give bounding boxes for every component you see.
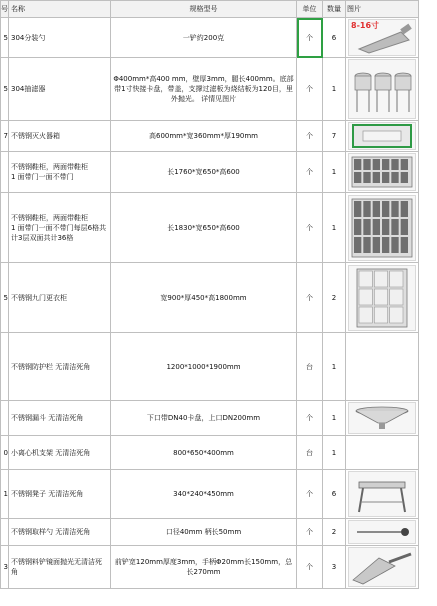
row-qty-cell-text: 1	[331, 414, 337, 422]
row-seq-cell[interactable]	[1, 470, 9, 519]
header-spec[interactable]: 规格型号	[111, 1, 297, 18]
header-seq[interactable]: 号	[1, 1, 9, 18]
row-unit-cell[interactable]	[297, 18, 323, 58]
row-spec-cell[interactable]	[111, 152, 297, 193]
table-row[interactable]	[1, 58, 419, 121]
row-unit-cell[interactable]	[297, 401, 323, 436]
header-row	[1, 1, 419, 18]
filter-icon[interactable]	[348, 59, 416, 119]
row-spec-cell[interactable]	[111, 333, 297, 401]
row-qty-cell[interactable]	[323, 470, 346, 519]
row-unit-cell[interactable]	[297, 152, 323, 193]
row-qty-cell-text: 1	[331, 362, 337, 371]
row-seq-cell[interactable]	[1, 519, 9, 546]
row-name-cell[interactable]	[9, 121, 111, 152]
row-unit-cell-text: 台	[306, 448, 313, 457]
row-image-cell[interactable]	[346, 193, 419, 263]
row-unit-cell-text: 个	[306, 168, 313, 176]
row-unit-cell-text: 个	[306, 132, 313, 140]
row-seq-cell[interactable]	[1, 193, 9, 263]
row-unit-cell[interactable]	[297, 519, 323, 546]
header-unit[interactable]: 单位	[297, 1, 323, 18]
header-qty[interactable]: 数量	[323, 1, 346, 18]
row-spec-cell[interactable]	[111, 193, 297, 263]
row-spec-cell-text: 长1830*宽650*高600	[167, 223, 240, 232]
row-qty-cell-text: 7	[331, 132, 337, 140]
row-qty-cell[interactable]	[323, 263, 346, 333]
table-row[interactable]	[1, 18, 419, 58]
table-row[interactable]	[1, 470, 419, 519]
row-qty-cell[interactable]	[323, 401, 346, 436]
row-name-cell-text: 不锈钢鞋柜，两面带鞋柜 1 面带门一面不带门	[11, 163, 88, 181]
row-unit-cell[interactable]	[297, 121, 323, 152]
row-unit-cell[interactable]	[297, 193, 323, 263]
row-seq-cell-text: 7	[3, 132, 8, 140]
row-spec-cell-text: 340*240*450mm	[173, 490, 234, 498]
row-spec-cell[interactable]	[111, 546, 297, 589]
row-image-cell[interactable]	[346, 18, 419, 58]
row-spec-cell-text: 一铲約200克	[182, 33, 225, 42]
row-name-cell-text: 不锈钢漏斗 无清洁死角	[11, 414, 84, 422]
row-unit-cell[interactable]	[297, 58, 323, 121]
row-qty-cell-text: 1	[331, 85, 337, 93]
table-row[interactable]	[1, 152, 419, 193]
row-spec-cell[interactable]	[111, 401, 297, 436]
row-name-cell[interactable]	[9, 58, 111, 121]
shoe-cabinet-icon[interactable]	[348, 195, 416, 261]
row-qty-cell[interactable]	[323, 436, 346, 470]
row-image-cell[interactable]	[346, 58, 419, 121]
row-name-cell-text: 不锈钢防护栏 无清洁死角	[11, 362, 91, 371]
row-spec-cell-text: Φ400mm*高400 mm，壁厚3mm，腿长400mm。底部带1寸快接卡盘，带盖，支撑过滤板为烧结板为120目，里外抛光。 详情见图片	[113, 75, 294, 103]
row-qty-cell[interactable]	[323, 121, 346, 152]
row-qty-cell-text: 2	[331, 293, 337, 302]
row-image-cell[interactable]	[346, 436, 419, 470]
row-spec-cell-text: 口径40mm 柄长50mm	[165, 528, 242, 536]
row-unit-cell-text: 台	[306, 362, 313, 371]
row-name-cell[interactable]	[9, 18, 111, 58]
row-name-cell[interactable]	[9, 333, 111, 401]
row-spec-cell-text: 前铲宽120mm厚度3mm，手柄Φ20mm长150mm，总长270mm	[114, 558, 293, 576]
row-seq-cell-text: 3	[3, 563, 8, 571]
row-qty-cell-text: 3	[331, 563, 337, 571]
row-qty-cell-text: 6	[331, 490, 337, 498]
row-seq-cell[interactable]	[1, 436, 9, 470]
row-name-cell[interactable]	[9, 470, 111, 519]
table-row[interactable]	[1, 263, 419, 333]
row-qty-cell[interactable]	[323, 193, 346, 263]
row-spec-cell[interactable]	[111, 519, 297, 546]
row-name-cell[interactable]	[9, 401, 111, 436]
row-unit-cell[interactable]	[297, 546, 323, 589]
row-spec-cell-text: 宽900*厚450*高1800mm	[160, 293, 247, 302]
row-seq-cell[interactable]	[1, 333, 9, 401]
row-seq-cell-text: 0	[3, 448, 8, 457]
row-unit-cell-text: 个	[306, 528, 313, 536]
table-row[interactable]	[1, 333, 419, 401]
row-seq-cell[interactable]	[1, 263, 9, 333]
row-name-cell[interactable]	[9, 546, 111, 589]
row-seq-cell[interactable]	[1, 152, 9, 193]
row-qty-cell[interactable]	[323, 152, 346, 193]
row-qty-cell[interactable]	[323, 546, 346, 589]
extinguisher-box-icon[interactable]	[348, 122, 416, 150]
row-unit-cell-text: 个	[306, 490, 313, 498]
row-name-cell-text: 不锈钢取样勺 无清洁死角	[11, 528, 91, 536]
row-image-cell[interactable]	[346, 470, 419, 519]
table-row[interactable]	[1, 193, 419, 263]
row-spec-cell-text: 1200*1000*1900mm	[166, 362, 241, 371]
table-row[interactable]	[1, 519, 419, 546]
row-name-cell[interactable]	[9, 193, 111, 263]
row-spec-cell[interactable]	[111, 436, 297, 470]
row-image-cell[interactable]	[346, 546, 419, 589]
row-unit-cell-text: 个	[306, 33, 313, 42]
row-qty-cell-text: 6	[331, 33, 337, 42]
row-image-cell[interactable]	[346, 519, 419, 546]
header-name[interactable]: 名称	[9, 1, 111, 18]
row-image-cell[interactable]	[346, 401, 419, 436]
row-name-cell-text: 不锈钢鞋柜，两面带鞋柜 1 面带门一面不带门每层6格共计3层双面共计36格	[11, 213, 107, 242]
row-unit-cell-text: 个	[306, 223, 313, 232]
table-row[interactable]	[1, 401, 419, 436]
row-unit-cell-text: 个	[306, 563, 313, 571]
material-shovel-icon[interactable]	[348, 547, 416, 587]
row-seq-cell[interactable]	[1, 546, 9, 589]
row-seq-cell[interactable]	[1, 18, 9, 58]
row-name-cell-text: 304抽滤器	[11, 85, 46, 93]
row-qty-cell[interactable]	[323, 333, 346, 401]
image-caption: 8-16寸	[351, 21, 380, 30]
row-name-cell[interactable]	[9, 263, 111, 333]
row-qty-cell[interactable]	[323, 519, 346, 546]
row-seq-cell-text: 5	[3, 33, 8, 42]
row-seq-cell[interactable]	[1, 58, 9, 121]
row-seq-cell-text: 5	[3, 293, 8, 302]
row-unit-cell[interactable]	[297, 470, 323, 519]
row-spec-cell[interactable]	[111, 18, 297, 58]
row-unit-cell-text: 个	[306, 85, 313, 93]
row-name-cell[interactable]	[9, 436, 111, 470]
row-image-cell[interactable]	[346, 152, 419, 193]
row-name-cell[interactable]	[9, 519, 111, 546]
row-name-cell-text: 不锈钢凳子 无清洁死角	[11, 490, 84, 498]
row-spec-cell-text: 800*650*400mm	[173, 448, 234, 457]
row-unit-cell[interactable]	[297, 436, 323, 470]
locker-icon[interactable]	[348, 265, 416, 331]
table-row[interactable]	[1, 546, 419, 589]
row-qty-cell-text: 2	[331, 528, 337, 536]
row-image-cell[interactable]	[346, 333, 419, 401]
row-spec-cell-text: 高600mm*宽360mm*厚190mm	[149, 132, 258, 140]
row-seq-cell[interactable]	[1, 121, 9, 152]
row-qty-cell-text: 1	[331, 168, 337, 176]
row-spec-cell-text: 下口带DN40卡盘，上口DN200mm	[146, 414, 261, 422]
table-row[interactable]	[1, 121, 419, 152]
row-name-cell[interactable]	[9, 152, 111, 193]
row-name-cell-text: 不锈钢灭火器箱	[11, 132, 60, 140]
row-name-cell-text: 小离心机支架 无清洁死角	[11, 448, 91, 457]
row-spec-cell-text: 长1760*宽650*高600	[167, 168, 240, 176]
row-qty-cell-text: 1	[331, 223, 337, 232]
row-image-cell[interactable]	[346, 263, 419, 333]
sampling-spoon-icon[interactable]	[348, 520, 416, 544]
row-seq-cell-text: 1	[3, 490, 8, 498]
row-name-cell-text: 不锈钢九门更衣柜	[11, 293, 67, 302]
row-qty-cell[interactable]	[323, 58, 346, 121]
row-spec-cell[interactable]	[111, 121, 297, 152]
row-spec-cell[interactable]	[111, 470, 297, 519]
funnel-icon[interactable]	[348, 402, 416, 434]
row-spec-cell[interactable]	[111, 58, 297, 121]
row-seq-cell-text: 5	[3, 85, 8, 93]
row-unit-cell[interactable]	[297, 263, 323, 333]
table-row[interactable]	[1, 436, 419, 470]
shoe-cabinet-icon[interactable]	[348, 153, 416, 191]
stool-icon[interactable]	[348, 471, 416, 517]
row-qty-cell-text: 1	[331, 448, 337, 457]
row-qty-cell[interactable]	[323, 18, 346, 58]
scoop-icon[interactable]	[348, 19, 416, 56]
row-name-cell-text: 不锈钢料铲镜面抛光无清洁死角	[11, 558, 102, 576]
row-unit-cell-text: 个	[306, 293, 313, 302]
row-image-cell[interactable]	[346, 121, 419, 152]
row-seq-cell[interactable]	[1, 401, 9, 436]
row-spec-cell[interactable]	[111, 263, 297, 333]
row-unit-cell-text: 个	[306, 414, 313, 422]
row-unit-cell[interactable]	[297, 333, 323, 401]
row-name-cell-text: 304分装勺	[11, 33, 46, 42]
header-image[interactable]: 图片	[346, 1, 419, 18]
